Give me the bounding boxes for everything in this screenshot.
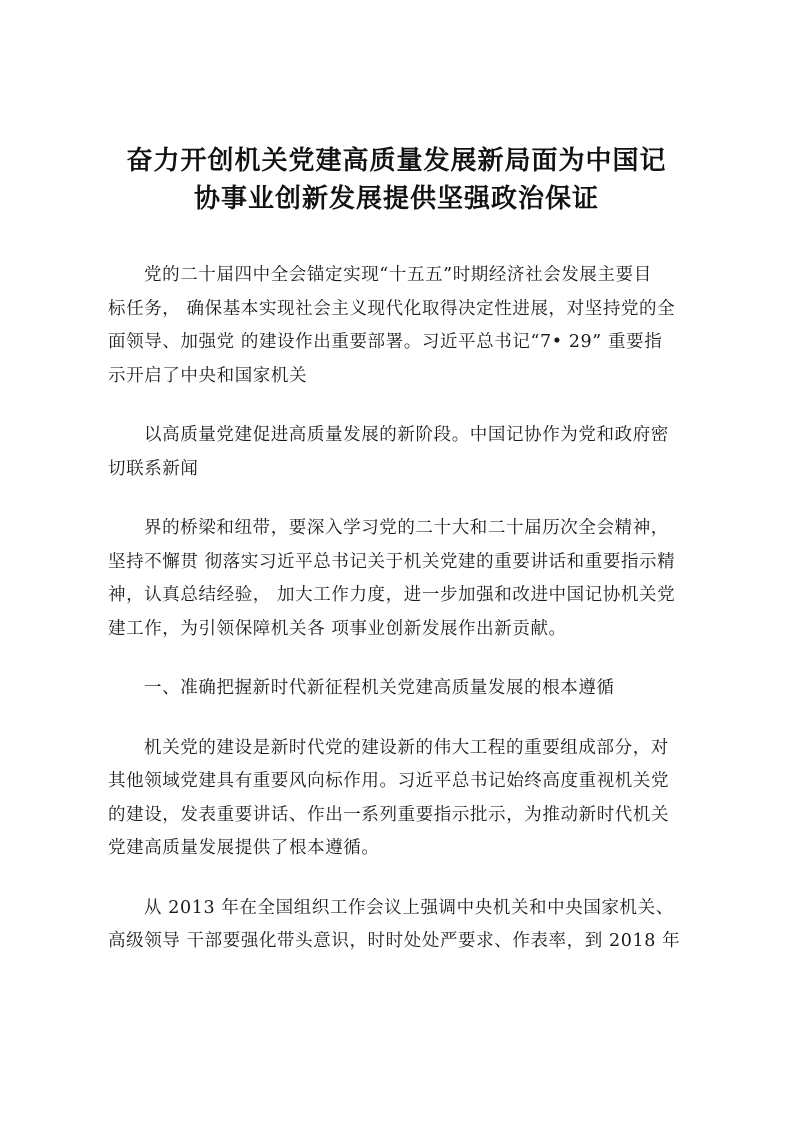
section-heading-1 xyxy=(108,672,698,706)
title-line-2: 协事业创新发展提供坚强政治保证 xyxy=(193,184,599,214)
paragraph-line: 党的二十届四中全会锚定实现“十五五”时期经济社会发展主要目 xyxy=(144,265,652,285)
paragraph-2 xyxy=(108,419,698,486)
paragraph-line: 机关党的建设是新时代党的建设新的伟大工程的重要组成部分，对 xyxy=(144,737,669,758)
document-title xyxy=(100,142,693,218)
section-heading-line: 一、准确把握新时代新征程机关党建高质量发展的根本遵循 xyxy=(144,678,615,698)
paragraph-line: 党建高质量发展提供了根本遵循。 xyxy=(108,838,380,858)
paragraph-1 xyxy=(108,259,698,393)
paragraph-line: 建工作，为引领保障机关各 项事业创新发展作出新贡献。 xyxy=(108,618,567,639)
paragraph-line: 坚持不懈贯 彻落实习近平总书记关于机关党建的重要讲话和重要指示精 xyxy=(108,551,676,572)
paragraph-line: 高级领导 干部要强化带头意识，时时处处严要求、作表率，到 2018 年 xyxy=(108,931,681,951)
document-body xyxy=(108,259,698,985)
title-line-1: 奋力开创机关党建高质量发展新局面为中国记 xyxy=(126,146,667,176)
paragraph-line: 从 2013 年在全国组织工作会议上强调中央机关和中央国家机关、 xyxy=(144,897,674,918)
paragraph-line: 界的桥梁和纽带，要深入学习党的二十大和二十届历次全会精神， xyxy=(144,518,669,538)
paragraph-6 xyxy=(108,892,698,959)
paragraph-line: 示开启了中央和国家机关 xyxy=(108,365,308,386)
paragraph-line: 面领导、加强党 的建设作出重要部署。习近平总书记“7• 29” 重要指 xyxy=(108,332,663,352)
paragraph-line: 的建设，发表重要讲话、作出一系列重要指示批示，为推动新时代机关 xyxy=(108,804,670,825)
paragraph-line: 切联系新闻 xyxy=(108,458,199,479)
paragraph-line: 以高质量党建促进高质量发展的新阶段。中国记协作为党和政府密 xyxy=(144,425,669,445)
paragraph-3 xyxy=(108,512,698,646)
paragraph-line: 其他领域党建具有重要风向标作用。习近平总书记始终高度重视机关党 xyxy=(108,771,670,791)
paragraph-line: 标任务， 确保基本实现社会主义现代化取得决定性进展，对坚持党的全 xyxy=(108,298,676,319)
paragraph-5 xyxy=(108,732,698,866)
paragraph-line: 神，认真总结经验， 加大工作力度，进一步加强和改进中国记协机关党 xyxy=(108,585,676,605)
